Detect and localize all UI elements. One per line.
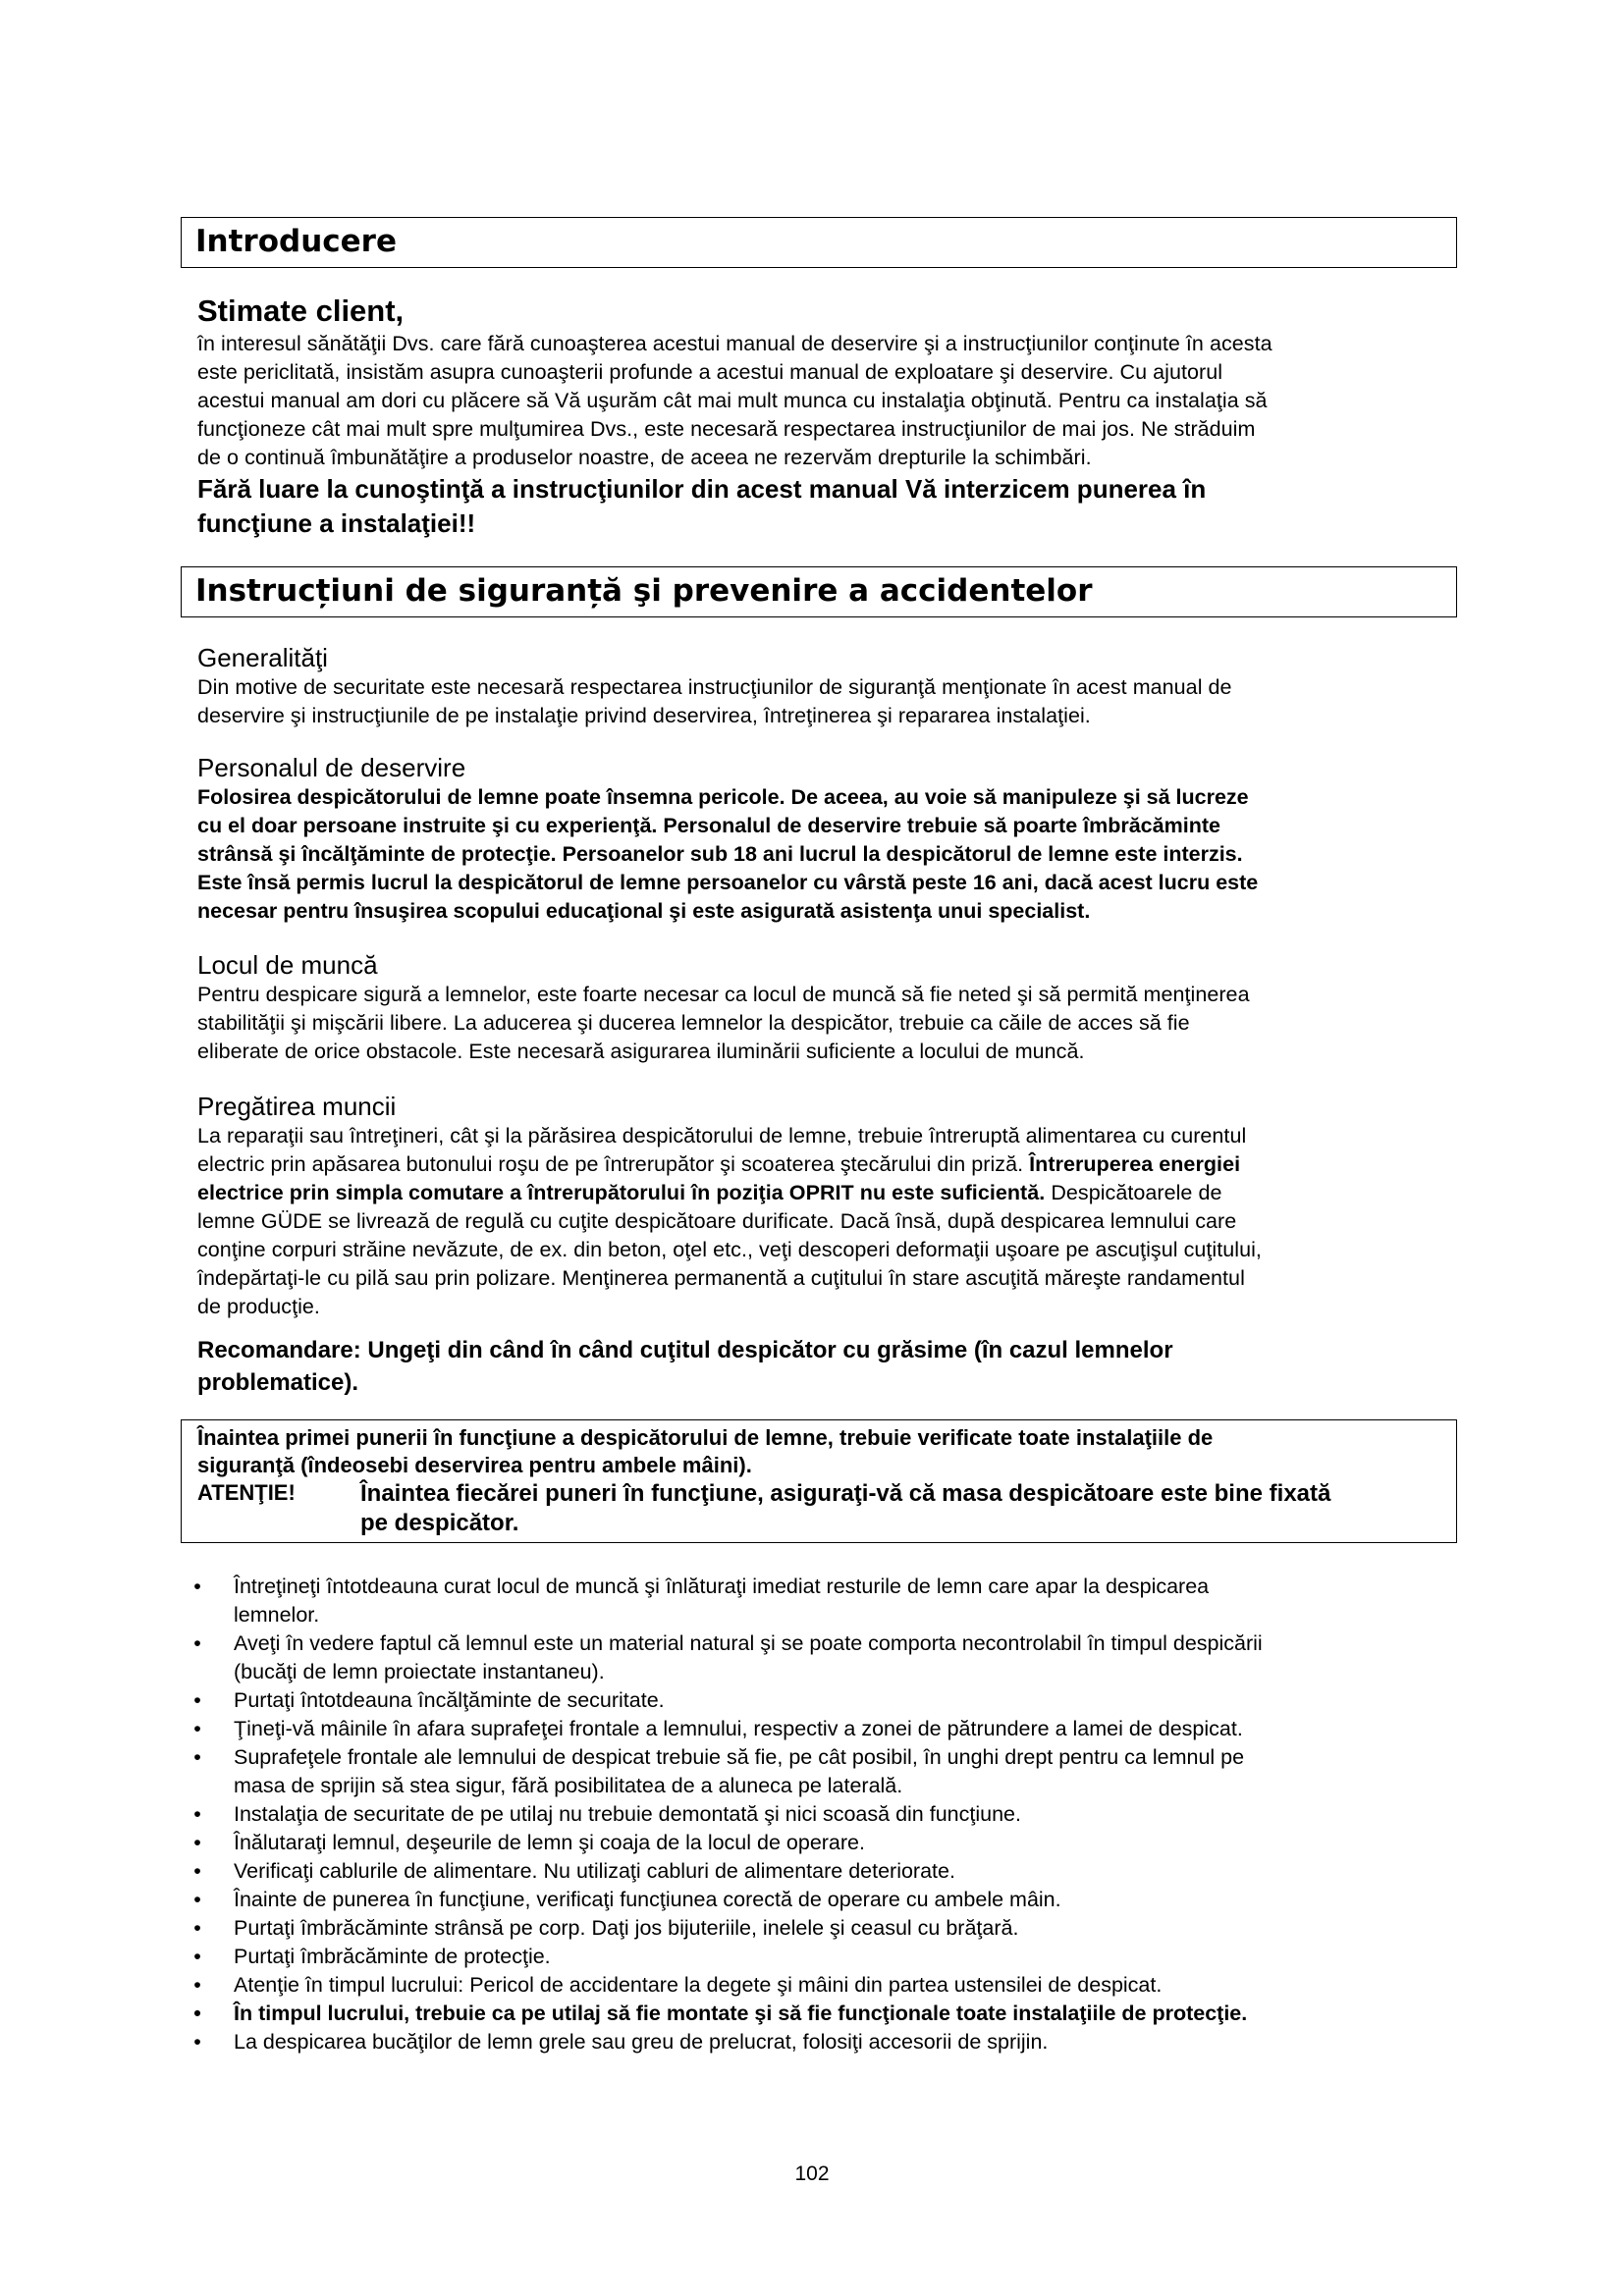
personal-line: strânsă şi încălţăminte de protecţie. Persoanelor sub 18 ani lucrul la despicătorul de lemne este interzis. bbox=[197, 842, 1243, 866]
bullet-dot-icon: • bbox=[193, 1688, 201, 1712]
bullet-dot-icon: • bbox=[193, 1575, 201, 1598]
bullet-line: În timpul lucrului, trebuie ca pe utilaj să fie montate şi să fie funcţionale toate instalaţiile de protecţie. bbox=[234, 2002, 1248, 2025]
bullet-item bbox=[181, 1686, 1457, 1715]
personal-line: Este însă permis lucrul la despicătorul de lemne persoanelor cu vârstă peste 16 ani, dacă acest lucru este bbox=[197, 871, 1259, 894]
bullet-item bbox=[181, 1800, 1457, 1829]
generalitati-line: deservire şi instrucţiunile de pe instalaţie privind deservirea, întreţinerea şi repararea instalaţiei. bbox=[197, 704, 1091, 727]
pregatire-line-mixed bbox=[197, 1179, 1456, 1207]
safety-bullet-list bbox=[181, 1573, 1457, 2056]
pregatire-line: lemne GÜDE se livrează de regulă cu cuţite despicătoare durificate. Dacă însă, după despicarea lemnului care bbox=[197, 1209, 1237, 1233]
bullet-item bbox=[181, 1886, 1457, 1914]
stimate-line: în interesul sănătăţii Dvs. care fără cunoaşterea acestui manual de deservire şi a instrucţiunilor conţinute în acesta bbox=[197, 332, 1272, 355]
pregatire-bold-text: electrice prin simpla comutare a întrerupătorului în poziţia OPRIT nu este suficientă. bbox=[197, 1181, 1046, 1204]
bullet-line: Purtaţi îmbrăcăminte de protecţie. bbox=[234, 1945, 551, 1968]
bullet-line: Purtaţi îmbrăcăminte strânsă pe corp. Daţi jos bijuteriile, inelele şi ceasul cu brăţară. bbox=[234, 1916, 1019, 1940]
loc-line: Pentru despicare sigură a lemnelor, este foarte necesar ca locul de muncă să fie neted şi să permită menţinerea bbox=[197, 983, 1250, 1006]
warning-line: siguranţă (îndeosebi deservirea pentru ambele mâini). bbox=[197, 1453, 752, 1477]
generalitati-line: Din motive de securitate este necesară respectarea instrucţiunilor de siguranţă menţionate în acest manual de bbox=[197, 675, 1232, 699]
bullet-item bbox=[181, 1743, 1457, 1800]
bullet-item bbox=[181, 2000, 1457, 2028]
attention-warning-box bbox=[181, 1419, 1457, 1543]
personal-heading: Personalul de deservire bbox=[197, 753, 466, 782]
loc-line: eliberate de orice obstacole. Este necesară asigurarea iluminării suficiente a locului de muncă. bbox=[197, 1040, 1085, 1063]
pregatire-normal-text: electric prin apăsarea butonului roşu de pe întrerupător şi scoaterea ştecărului din priză. bbox=[197, 1152, 1030, 1176]
stimate-warning-line: funcţiune a instalaţiei!! bbox=[197, 508, 476, 538]
bullet-dot-icon: • bbox=[193, 1916, 201, 1940]
personal-line: cu el doar persoane instruite şi cu experienţă. Personalul de deservire trebuie să poarte îmbrăcăminte bbox=[197, 814, 1220, 837]
stimate-line: acestui manual am dori cu plăcere să Vă uşurăm cât mai mult munca cu instalaţia obţinută. Pentru ca instalaţia să bbox=[197, 389, 1268, 412]
pregatire-line: conţine corpuri străine nevăzute, de ex. din beton, oţel etc., veţi descoperi deformaţii uşoare pe ascuţişul cuţitului, bbox=[197, 1238, 1262, 1261]
pregatire-line: de producţie. bbox=[197, 1295, 320, 1318]
bullet-item bbox=[181, 1829, 1457, 1857]
atentie-label: ATENŢIE! bbox=[197, 1480, 296, 1505]
bullet-line: (bucăţi de lemn proiectate instantaneu). bbox=[234, 1660, 605, 1683]
bullet-item bbox=[181, 1943, 1457, 1971]
personal-line: necesar pentru însuşirea scopului educaţional şi este asigurată asistenţa unui specialist. bbox=[197, 899, 1091, 923]
generalitati-block bbox=[197, 642, 1456, 730]
bullet-dot-icon: • bbox=[193, 1973, 201, 1997]
bullet-line: Atenţie în timpul lucrului: Pericol de accidentare la degete şi mâini din partea ustensilei de despicat. bbox=[234, 1973, 1163, 1997]
recomandare-line: Recomandare: Ungeţi din când în când cuţitul despicător cu grăsime (în cazul lemnelor bbox=[197, 1337, 1173, 1363]
stimate-line: este periclitată, insistăm asupra cunoaşterii profunde a acestui manual de exploatare şi deservire. Cu ajutorul bbox=[197, 360, 1223, 384]
loc-line: stabilităţii şi mişcării libere. La aducerea şi ducerea lemnelor la despicător, trebuie ca căile de acces să fie bbox=[197, 1011, 1190, 1035]
bullet-dot-icon: • bbox=[193, 1888, 201, 1911]
bullet-dot-icon: • bbox=[193, 2030, 201, 2054]
bullet-line: Înălutaraţi lemnul, deşeurile de lemn şi coaja de la locul de operare. bbox=[234, 1831, 865, 1854]
stimate-line: de o continuă îmbunătăţire a produselor noastre, de aceea ne rezervăm drepturile la schimbări. bbox=[197, 446, 1092, 469]
bullet-line: Întreţineţi întotdeauna curat locul de muncă şi înlăturaţi imediat resturile de lemn care apar la despicarea bbox=[234, 1575, 1210, 1598]
bullet-item bbox=[181, 1573, 1457, 1629]
bullet-line: Aveţi în vedere faptul că lemnul este un material natural şi se poate comporta necontrolabil în timpul despicării bbox=[234, 1631, 1263, 1655]
warning-line: Înaintea primei punerii în funcţiune a despicătorului de lemne, trebuie verificate toate instalaţiile de bbox=[197, 1425, 1214, 1450]
pregatire-line: La reparaţii sau întreţineri, cât şi la părăsirea despicătorului de lemne, trebuie întreruptă alimentarea cu curentul bbox=[197, 1124, 1247, 1148]
section-intro-box bbox=[181, 217, 1457, 268]
atentie-line: Înaintea fiecărei puneri în funcţiune, asiguraţi-vă că masa despicătoare este bine fixată bbox=[360, 1480, 1331, 1507]
bullet-item bbox=[181, 1629, 1457, 1686]
bullet-dot-icon: • bbox=[193, 1831, 201, 1854]
bullet-dot-icon: • bbox=[193, 1745, 201, 1769]
bullet-dot-icon: • bbox=[193, 1945, 201, 1968]
bullet-line: Verificaţi cablurile de alimentare. Nu utilizaţi cabluri de alimentare deteriorate. bbox=[234, 1859, 955, 1883]
bullet-item bbox=[181, 2028, 1457, 2056]
bullet-line: Ţineţi-vă mâinile în afara suprafeţei frontale a lemnului, respectiv a zonei de pătrundere a lamei de despicat. bbox=[234, 1717, 1243, 1740]
bullet-dot-icon: • bbox=[193, 1802, 201, 1826]
stimate-warning-line: Fără luare la cunoştinţă a instrucţiunilor din acest manual Vă interzicem punerea în bbox=[197, 474, 1207, 504]
atentie-row bbox=[197, 1479, 1440, 1538]
bullet-item bbox=[181, 1914, 1457, 1943]
atentie-line: pe despicător. bbox=[360, 1510, 519, 1536]
bullet-line: lemnelor. bbox=[234, 1603, 320, 1627]
pregatire-bold-text: Întreruperea energiei bbox=[1029, 1152, 1241, 1176]
bullet-line: Purtaţi întotdeauna încălţăminte de securitate. bbox=[234, 1688, 665, 1712]
atentie-text bbox=[360, 1479, 1440, 1538]
bullet-line: masa de sprijin să stea sigur, fără posibilitatea de a aluneca pe laterală. bbox=[234, 1774, 903, 1797]
pregatire-line: îndepărtaţi-le cu pilă sau prin polizare. Menţinerea permanentă a cuţitului în stare ascuţită măreşte randamentul bbox=[197, 1266, 1245, 1290]
stimate-heading: Stimate client, bbox=[197, 294, 405, 328]
pregatire-line-mixed bbox=[197, 1150, 1456, 1179]
section-title-intro: Introducere bbox=[195, 224, 397, 259]
pregatire-block bbox=[197, 1091, 1456, 1321]
loc-heading: Locul de muncă bbox=[197, 950, 378, 980]
pregatire-heading: Pregătirea muncii bbox=[197, 1092, 397, 1121]
personal-line: Folosirea despicătorului de lemne poate însemna pericole. De aceea, au voie să manipuleze şi să lucreze bbox=[197, 785, 1249, 809]
bullet-line: Instalaţia de securitate de pe utilaj nu trebuie demontată şi nici scoasă din funcţiune. bbox=[234, 1802, 1021, 1826]
loc-de-munca-block bbox=[197, 949, 1456, 1066]
section-title-safety: Instrucțiuni de siguranță şi prevenire a accidentelor bbox=[195, 573, 1093, 609]
stimate-line: funcţioneze cât mai mult spre mulţumirea Dvs., este necesară respectarea instrucţiunilor de mai jos. Ne străduim bbox=[197, 417, 1256, 441]
stimate-client-block bbox=[197, 293, 1456, 541]
personal-block bbox=[197, 752, 1456, 926]
bullet-item bbox=[181, 1857, 1457, 1886]
bullet-line: La despicarea bucăţilor de lemn grele sau greu de prelucrat, folosiţi accesorii de sprijin. bbox=[234, 2030, 1049, 2054]
page-number: 102 bbox=[794, 2163, 830, 2185]
recomandare-line: problematice). bbox=[197, 1369, 359, 1396]
bullet-dot-icon: • bbox=[193, 1859, 201, 1883]
bullet-line: Suprafeţele frontale ale lemnului de despicat trebuie să fie, pe cât posibil, în unghi drept pentru ca lemnul pe bbox=[234, 1745, 1245, 1769]
bullet-line: Înainte de punerea în funcţiune, verificaţi funcţiunea corectă de operare cu ambele mâin. bbox=[234, 1888, 1061, 1911]
bullet-dot-icon: • bbox=[193, 2002, 201, 2025]
bullet-dot-icon: • bbox=[193, 1717, 201, 1740]
section-safety-box bbox=[181, 566, 1457, 617]
recomandare-block bbox=[197, 1334, 1456, 1399]
pregatire-normal-text: Despicătoarele de bbox=[1045, 1181, 1222, 1204]
bullet-item bbox=[181, 1715, 1457, 1743]
generalitati-heading: Generalităţi bbox=[197, 643, 328, 672]
bullet-item bbox=[181, 1971, 1457, 2000]
bullet-dot-icon: • bbox=[193, 1631, 201, 1655]
